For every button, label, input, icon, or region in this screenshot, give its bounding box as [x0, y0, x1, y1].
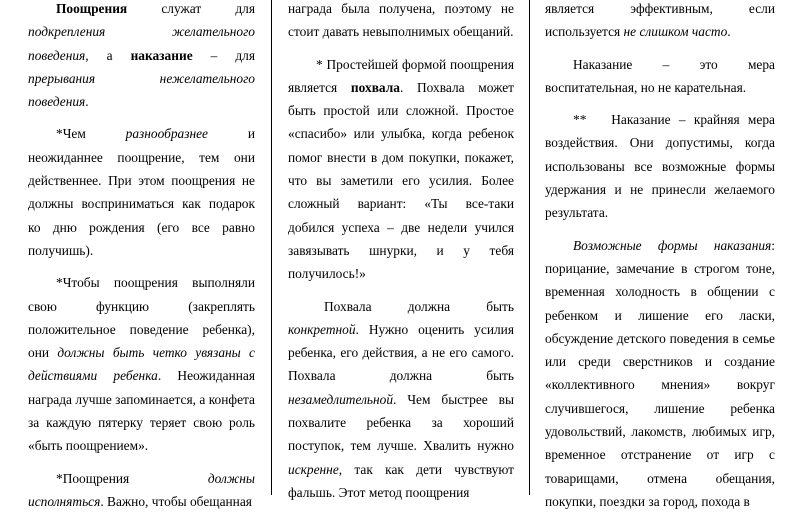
paragraph-fulfil: *Поощрения должны исполняться. Важно, чтобы обещанная — [28, 470, 255, 509]
paragraph-punishment-forms: Возможные формы наказания: порицание, замечание в строгом тоне, временная холодность в общении с ребенком и лишение его ласки, обсуждение детского поведения в семье или среди сверстников и создание «коллективного мнения» вокруг случившегося, лишение ребенка удовольствий, лакомств, любимых игр, временное отстранение от игр с товарищами, отмена обещания, покупки, поездки за город, похода в — [545, 237, 775, 509]
paragraph-promises: награда была получена, поэтому не стоит давать невыполнимых обещаний. — [288, 1, 514, 40]
paragraph-variety: *Чем разнообразнее и неожиданнее поощрение, тем они действеннее. При этом поощрения не должны восприниматься как подарок ко дню рождения (его все равно получишь). — [28, 126, 255, 258]
term-punishment: наказание — [130, 47, 193, 63]
paragraph-praise: * Простейшей формой поощрения является похвала. Похвала может быть простой или сложной. Простое «спасибо» или улыбка, когда ребенок помог внести в дом покупки, покажет, что вы заметили его усилия. Более сложный вариант: «Ты все-таки добился успеха – две недели учился завязывать шнурки, и у тебя получилось!» — [288, 56, 514, 282]
paragraph-function: *Чтобы поощрения выполняли свою функцию (закреплять положительное поведение ребенка), они должны быть четко увязаны с действиями ребенка. Неожиданная награда лучше запоминается, а конфета за каждую пятерку теряет свою роль «быть поощрением». — [28, 275, 256, 454]
paragraph-rewards-definition: Поощрения служат для подкрепления желательного поведения, а наказание – для прерывания нежелательного поведения. — [28, 1, 255, 110]
term-praise: похвала — [350, 79, 400, 95]
paragraph-punishment-extreme: ** Наказание – крайняя мера воздействия. Они допустимы, когда использованы все возможные формы удержания и не принесли желаемого результата. — [545, 112, 779, 221]
column-divider — [529, 0, 530, 495]
paragraph-effective: является эффективным, если используется не слишком часто. — [545, 1, 775, 40]
paragraph-praise-rules: Похвала должна быть конкретной. Нужно оценить усилия ребенка, его действия, а не его самого. Похвала должна быть незамедлительной. Чем быстрее вы похвалите ребенка за хороший поступок, тем лучше. Хвалить нужно искренне, так как дети чувствуют фальшь. Этот метод поощрения — [288, 298, 514, 500]
column-divider — [271, 0, 272, 495]
term-rewards: Поощрения — [56, 1, 128, 16]
column-right — [545, 0, 779, 517]
paragraph-punishment-measure: Наказание – это мера воспитательная, но не карательная. — [545, 56, 775, 95]
column-middle — [288, 0, 514, 517]
column-left — [28, 0, 255, 517]
